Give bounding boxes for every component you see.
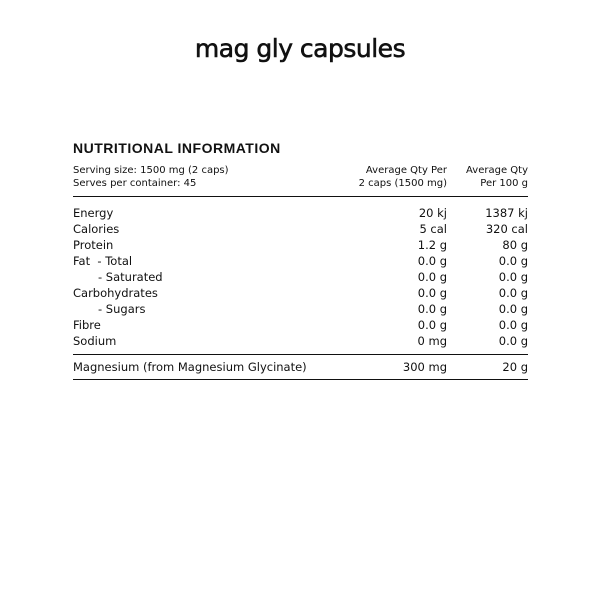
- serving-info: [73, 164, 528, 196]
- serving-size: Serving size: 1500 mg (2 caps): [73, 165, 229, 176]
- per-100g-value: 0.0 g: [498, 334, 528, 348]
- footer-divider: [73, 379, 528, 380]
- per-serve-value: 1.2 g: [417, 238, 447, 252]
- table-row: [73, 221, 528, 237]
- nutrient-label: Energy: [73, 206, 114, 220]
- per-100g-value: 0.0 g: [498, 254, 528, 268]
- nutrient-label: - Sugars: [98, 302, 146, 316]
- per-100g-value: 0.0 g: [498, 270, 528, 284]
- nutrient-label: Sodium: [73, 334, 117, 348]
- nutrient-label: Fat - Total: [73, 254, 133, 268]
- per-serve-value: 20 kj: [418, 206, 447, 220]
- product-title: mag gly capsules: [194, 34, 406, 63]
- per-100g-header: [466, 164, 528, 190]
- per-serve-value: 0 mg: [417, 334, 447, 348]
- per-100g-value: 0.0 g: [498, 286, 528, 300]
- per-100g-value: 80 g: [502, 238, 528, 252]
- per-serve-value: 0.0 g: [417, 270, 447, 284]
- magnesium-row: [73, 359, 528, 375]
- serves-per-container: Serves per container: 45: [73, 178, 197, 189]
- nutrition-panel: [73, 140, 528, 380]
- table-row: [73, 317, 528, 333]
- panel-heading: NUTRITIONAL INFORMATION: [73, 140, 281, 156]
- table-row: [73, 269, 528, 285]
- per-serve-value: 0.0 g: [417, 254, 447, 268]
- magnesium-divider: [73, 354, 528, 355]
- table-row: [73, 253, 528, 269]
- serving-details: [73, 164, 229, 190]
- per-100g-value: 1387 kj: [485, 206, 528, 220]
- nutrient-label: - Saturated: [98, 270, 163, 284]
- per-100g-header-line1: Average Qty: [466, 165, 528, 176]
- per-serve-value: 0.0 g: [417, 302, 447, 316]
- nutrient-label: Calories: [73, 222, 120, 236]
- table-row: [73, 333, 528, 349]
- per-100g-value: 0.0 g: [498, 318, 528, 332]
- magnesium-per-100g: 20 g: [502, 360, 528, 374]
- nutrient-label: Fibre: [73, 318, 101, 332]
- table-row: [73, 301, 528, 317]
- per-serve-value: 0.0 g: [417, 286, 447, 300]
- per-serve-header-line1: Average Qty Per: [365, 165, 447, 176]
- per-100g-value: 0.0 g: [498, 302, 528, 316]
- magnesium-per-serve: 300 mg: [402, 360, 447, 374]
- per-100g-header-line2: Per 100 g: [480, 178, 528, 189]
- table-row: [73, 237, 528, 253]
- per-100g-value: 320 cal: [485, 222, 528, 236]
- per-serve-value: 5 cal: [419, 222, 447, 236]
- table-row: [73, 205, 528, 221]
- magnesium-label: Magnesium (from Magnesium Glycinate): [73, 360, 307, 374]
- nutrient-label: Carbohydrates: [73, 286, 158, 300]
- nutrient-label: Protein: [73, 238, 114, 252]
- table-row: [73, 285, 528, 301]
- nutrient-rows: [73, 197, 528, 349]
- per-serve-header: [359, 164, 447, 190]
- per-serve-header-line2: 2 caps (1500 mg): [358, 178, 447, 189]
- per-serve-value: 0.0 g: [417, 318, 447, 332]
